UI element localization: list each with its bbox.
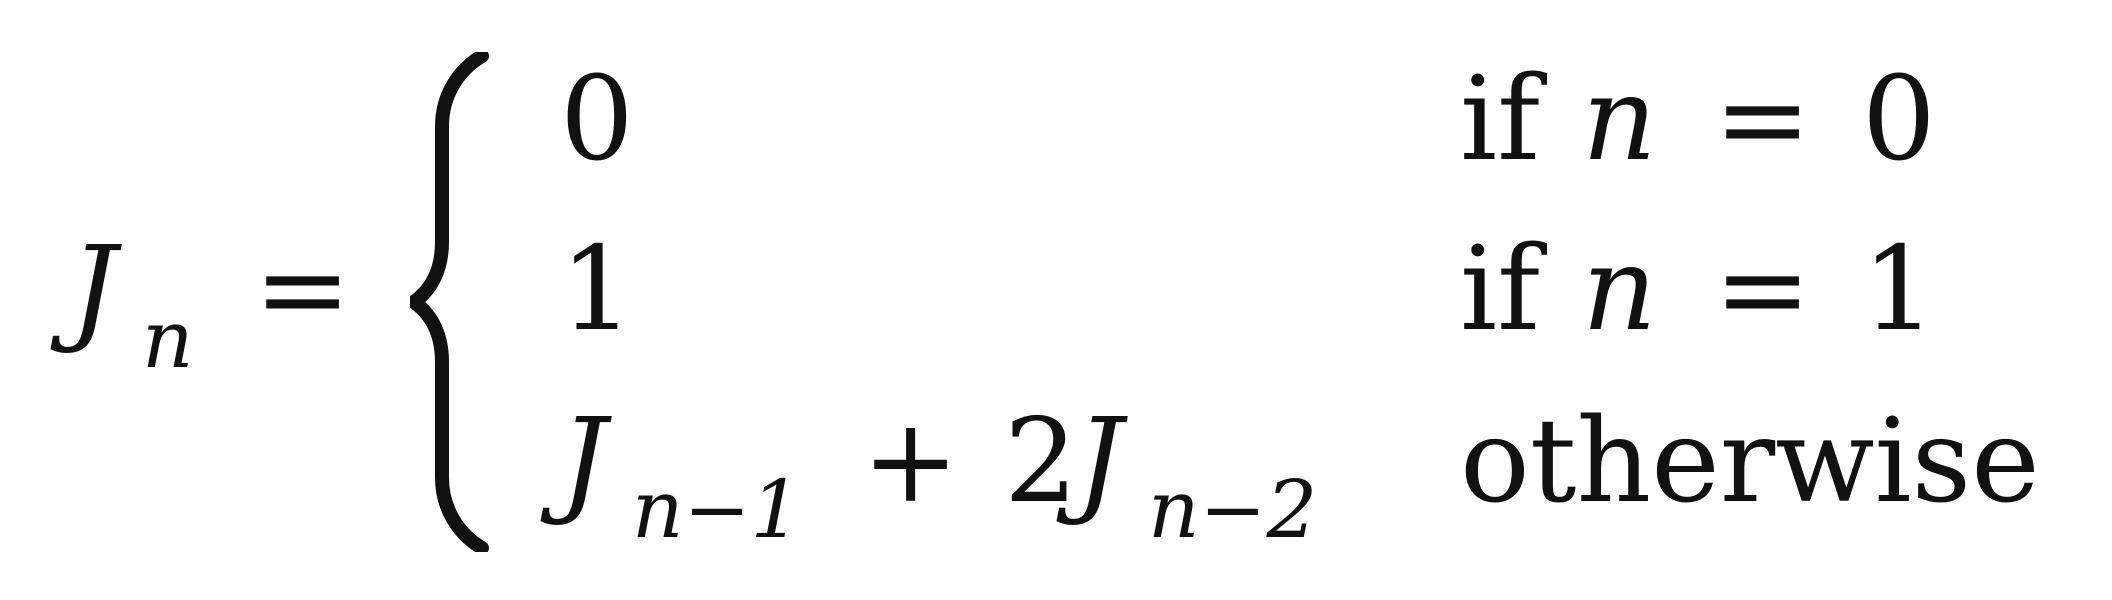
case-3-term2-base: J <box>1076 394 1123 529</box>
case-1-equals-sign: = <box>1714 52 1812 187</box>
case-3-coefficient: 2 <box>1004 394 1078 529</box>
case-3-term1-subscript: n−1 <box>632 463 802 556</box>
case-2-rhs: 1 <box>1862 222 1936 357</box>
case-2-value: 1 <box>560 222 634 357</box>
case-3-term1-base: J <box>560 394 607 529</box>
lhs-equals-sign: = <box>254 222 352 357</box>
case-1-if-keyword: if <box>1460 52 1541 187</box>
lhs-base: J <box>70 222 117 357</box>
case-3-plus-sign: + <box>862 394 960 529</box>
lhs-subscript: n <box>142 293 194 386</box>
left-brace-icon <box>410 52 490 552</box>
case-2-equals-sign: = <box>1714 222 1812 357</box>
case-1-value: 0 <box>560 52 634 187</box>
case-1-variable: n <box>1582 52 1657 187</box>
case-2-if-keyword: if <box>1460 222 1541 357</box>
case-3-otherwise-keyword: otherwise <box>1460 394 2040 529</box>
case-3-term2-subscript: n−2 <box>1148 463 1318 556</box>
case-2-variable: n <box>1582 222 1657 357</box>
case-1-rhs: 0 <box>1862 52 1936 187</box>
